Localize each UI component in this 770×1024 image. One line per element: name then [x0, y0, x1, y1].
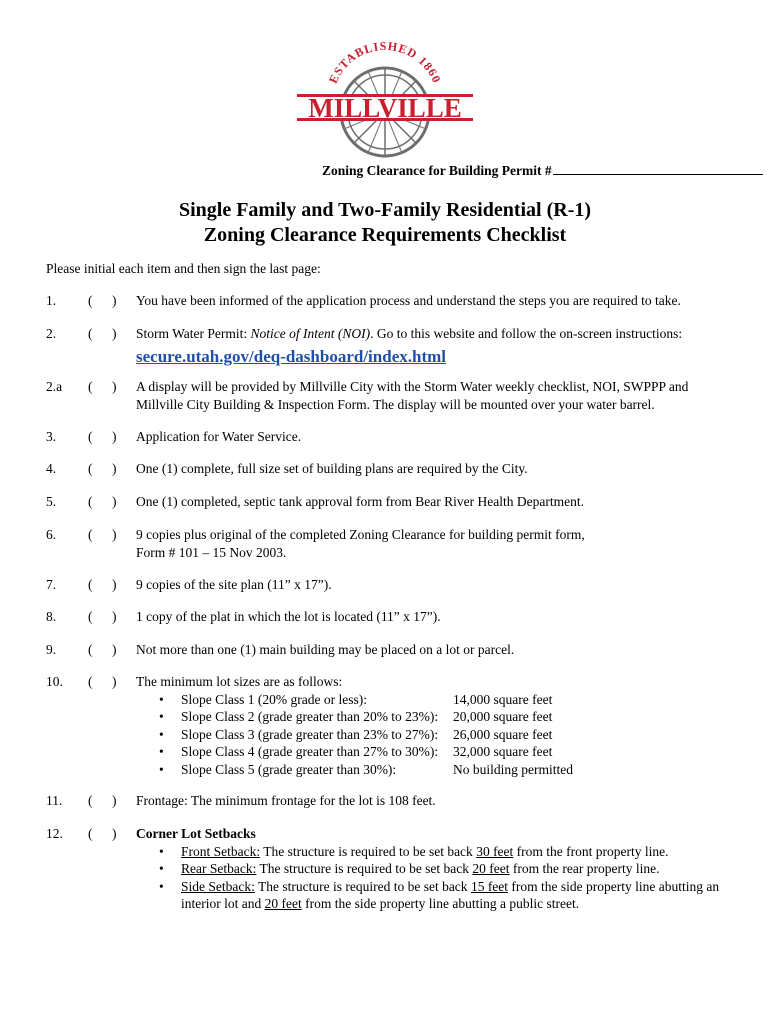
millville-logo: [295, 40, 475, 160]
item-text: Frontage: The minimum frontage for the lot is 108 feet.: [136, 793, 436, 808]
item-number: 6.: [46, 527, 57, 542]
item-text: 1 copy of the plat in which the lot is located (11” x 17”).: [136, 609, 441, 624]
logo-name: MILLVILLE: [308, 93, 462, 123]
list-item: • Slope Class 3 (grade greater than 23% to 27%): 26,000 square feet: [136, 726, 736, 744]
logo-established-text: ESTABLISHED 1860: [325, 40, 445, 86]
item-text: One (1) completed, septic tank approval form from Bear River Health Department.: [136, 494, 584, 509]
setback-list: [136, 843, 726, 913]
list-item: • Slope Class 1 (20% grade or less): 14,000 square feet: [136, 691, 736, 709]
list-item: • Slope Class 2 (grade greater than 20% to 23%): 20,000 square feet: [136, 708, 736, 726]
item-text: One (1) complete, full size set of building plans are required by the City.: [136, 461, 528, 476]
item-number: 5.: [46, 494, 57, 509]
item-number: 3.: [46, 429, 57, 444]
item-text: [136, 825, 736, 913]
item-text: The minimum lot sizes are as follows: • Slope Class 1 (20% grade or less): 14,000 square feet • Slope Class 2 (grade greater than 20% to 23%): 20,000 square feet • Slope Class 3 (grade greater than 23% to 27%): 26,000 square feet • Slope Class 4 (grade greater than 27% to 30%): 32,000 square feet • Slope Class 5 (grade greater than 30%): No building permitted: [136, 673, 736, 778]
item-number: 8.: [46, 609, 57, 624]
list-item: • Front Setback: The structure is required to be set back 30 feet from the front property line.: [136, 843, 726, 861]
permit-label: Zoning Clearance for Building Permit #: [322, 163, 552, 178]
setbacks-heading: Corner Lot Setbacks: [136, 826, 256, 841]
item-text: 9 copies of the site plan (11” x 17”).: [136, 577, 332, 592]
item-number: 7.: [46, 577, 57, 592]
item-number: 2.a: [46, 379, 63, 394]
item-text: 9 copies plus original of the completed Zoning Clearance for building permit form, Form # 101 – 15 Nov 2003.: [136, 527, 585, 560]
item-number: 4.: [46, 461, 57, 476]
document-page: MILLVILLE ESTABLISHED 1860 Zoning Clearance for Building Permit # Single Family and Two-Family Residential (R-1) Zoning Clearance Requirements Checklist Please initial each item and then sign the last page: 1. ( ) You have been informed of the application process and understand the steps you are required to take. 2. ( ) Storm Water Permit: Notice of Intent (NOI). Go to this website and follow the on-screen instructions: secure.utah.gov/deq-dashboard/index.html 2.a ( ) A display will be provided by Millville City with the Storm Water weekly checklist, NOI, SWPPP and Millville City Building & Inspection Form. The display will be mounted over your water barrel. 3. ( ) Application for Water Service. 4. ( ) One (1) complete, full size set of building plans are required by the City. 5. ( ) One (1) completed, septic tank approval form from Bear River Health Department. 6. ( ) 9 copies plus original of the completed Zoning Clearance for building permit form, Form # 101 – 15 Nov 2003. 7. ( ) 9 copies of the site plan (11” x 17”). 8. ( ) 1 copy of the plat in which the lot is located (11” x 17”). 9. ( ) Not more than one (1) main building may be placed on a lot or parcel. 10. ( ) The minimum lot sizes are as follows: • Slope Class 1 (20% grade or less): 14,000 square feet • Slope Class 2 (grade greater than 20% to 23%): 20,000 square feet • Slope Class 3 (grade greater than 23% to 27%): 26,000 square feet • Slope Class 4 (grade greater than 27% to 30%): 32,000 square feet • Slope Class 5 (grade greater than 30%): No building permitted 11. ( ) Frontage: The minimum frontage for the lot is 108 feet. 12. ( ) Corner Lot Setbacks • Front Setback: The structure is required to be set back 30 feet from the front property line. • Rear Setback: The structure is required to be set back 20 feet from the rear property line. • Side Setback: The structure is required to be set back 15 feet from the side property line abutting an interior lot and 20 feet from the side property line abutting a public street.: [0, 0, 770, 1024]
item-number: 11.: [46, 793, 63, 808]
item-text: Not more than one (1) main building may be placed on a lot or parcel.: [136, 642, 515, 657]
item-number: 12.: [46, 826, 63, 841]
list-item: • Slope Class 5 (grade greater than 30%): No building permitted: [136, 761, 736, 779]
page-subtitle: Zoning Clearance Requirements Checklist: [203, 224, 567, 246]
item-number: 2.: [46, 326, 57, 341]
item-number: 10.: [46, 674, 63, 689]
storm-water-link[interactable]: secure.utah.gov/deq-dashboard/index.html: [136, 346, 446, 366]
page-title: Single Family and Two-Family Residential (R-1): [178, 199, 592, 221]
list-item: • Side Setback: The structure is required to be set back 15 feet from the side property line abutting an interior lot and 20 feet from the side property line abutting a public street.: [136, 878, 726, 913]
list-item: • Rear Setback: The structure is required to be set back 20 feet from the rear property line.: [136, 860, 726, 878]
permit-number-line: [322, 162, 763, 179]
permit-number-blank[interactable]: [553, 162, 763, 175]
item-text: A display will be provided by Millville City with the Storm Water weekly checklist, NOI, SWPPP and Millville City Building & Inspection Form. The display will be mounted over your water barrel.: [136, 379, 689, 412]
item-text: You have been informed of the application process and understand the steps you are required to take.: [136, 293, 681, 308]
item-text: Application for Water Service.: [136, 429, 302, 444]
lot-size-list: [136, 691, 736, 779]
item-number: 9.: [46, 642, 57, 657]
intro-instructions: Please initial each item and then sign the last page:: [46, 261, 321, 276]
item-text: Storm Water Permit: Notice of Intent (NOI). Go to this website and follow the on-screen instructions: secure.utah.gov/deq-dashboard/index.html: [136, 325, 736, 367]
list-item: • Slope Class 4 (grade greater than 27% to 30%): 32,000 square feet: [136, 743, 736, 761]
item-number: 1.: [46, 293, 57, 308]
